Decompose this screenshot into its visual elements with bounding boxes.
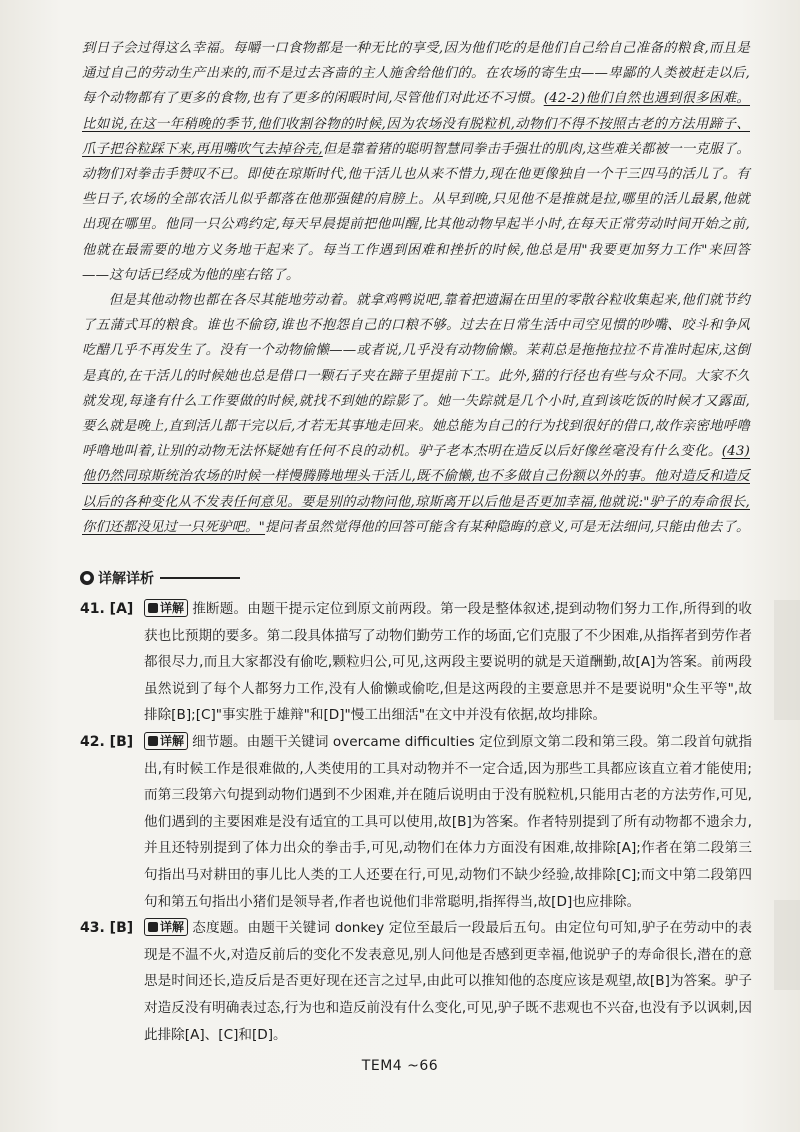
answer-explanations [80, 596, 752, 1048]
explain-tag-label: 详解 [160, 733, 185, 748]
explain-tag [144, 732, 188, 750]
divider [160, 577, 240, 579]
translation-text: 到日子会过得这么幸福。每嚼一口食物都是一种无比的享受,因为他们吃的是他们自己给自己准备的粮食,而且是通过自己的劳动生产出来的,而不是过去吝啬的主人施舍给他们的。在农场的寄生虫——卑鄙的人类被赶走以后,每个动物都有了更多的食物,也有了更多的闲暇时间,尽管他们对此还不习惯。 [82, 41, 750, 107]
answer-text: 推断题。由题干提示定位到原文前两段。第一段是整体叙述,提到动物们努力工作,所得到的收获也比预期的要多。第二段具体描写了动物们勤劳工作的场面,它们克服了不少困难,从指挥者到劳作者都很尽力,而且大家都没有偷吃,颗粒归公,可见,这两段主要说明的就是天道酬勤,故[A]为答案。前两段虽然说到了每个人都努力工作,没有人偷懒或偷吃,但是这两段的主要意思并不是要说明"众生平等",故排除[B];[C]"事实胜于雄辩"和[D]"慢工出细活"在文中并没有依据,故均排除。 [144, 601, 752, 724]
book-icon [148, 603, 158, 613]
explain-tag [144, 918, 188, 936]
answer-body [144, 596, 752, 729]
translation-paragraph [82, 36, 750, 288]
answer-number: 42. [B] [80, 733, 134, 750]
answer-body [144, 729, 752, 915]
page-footer: TEM4 ~66 [361, 1058, 439, 1074]
translation-text: 但是靠着猪的聪明智慧同拳击手强壮的肌肉,这些难关都被一一克服了。动物们对拳击手赞叹不已。即使在琼斯时代,他干活儿也从来不惜力,现在他更像独自一个干三四马的活儿了。有些日子,农场的全部农活儿似乎都落在他那强健的肩膀上。从早到晚,只见他不是推就是拉,哪里的活儿最累,他就出现在哪里。他同一只公鸡约定,每天早晨提前把他叫醒,比其他动物早起半小时,在每天正常劳动时间开始之前,他就在最需要的地方义务地干起来了。每当工作遇到困难和挫折的时候,他总是用"我要更加努力工作"来回答——这句话已经成为他的座右铭了。 [82, 141, 751, 283]
section-header [80, 568, 240, 588]
explain-tag [144, 599, 188, 617]
translation-text: 但是其他动物也都在各尽其能地劳动着。就拿鸡鸭说吧,靠着把遗漏在田里的零散谷粒收集起来,他们就节约了五蒲式耳的粮食。谁也不偷窃,谁也不抱怨自己的口粮不够。过去在日常生活中司空见惯的吵嘴、咬斗和争风吃醋几乎不再发生了。没有一个动物偷懒——或者说,几乎没有动物偷懒。茉莉总是拖拖拉拉不肯准时起床,这倒是真的,在干活儿的时候她也总是借口一颗石子夹在蹄子里提前下工。此外,猫的行径也有些与众不同。大家不久就发现,每逢有什么工作要做的时候,就找不到她的踪影了。她一失踪就是几个小时,直到该吃饭的时候才又露面,要么就是晚上,直到活儿都干完以后,才若无其事地走回来。她总能为自己的行为找到很好的借口,故作亲密地呼噜呼噜地叫着,让别的动物无法怀疑她有任何不良的动机。驴子老本杰明在造反以后好像丝毫没有什么变化。 [82, 293, 750, 460]
explain-tag-label: 详解 [160, 920, 185, 935]
page-edge-shadow [774, 600, 800, 720]
answer-text: 细节题。由题干关键词 overcame difficulties 定位到原文第二段和第三段。第二段首句就指出,有时候工作是很难做的,人类使用的工具对动物并不一定合适,因为那些工具都应该直立着才能使用;而第三段第六句提到动物们遇到不少困难,并在随后说明由于没有脱粒机,只能用古老的方法劳作,可见,他们遇到的主要困难是没有适宜的工具可以使用,故[B]为答案。作者特别提到了所有动物都不遗余力,并且还特别提到了体力出众的拳击手,可见,动物们在体力方面没有困难,故排除[A];作者在第二段第三句指出马对耕田的事儿比人类的工人还要在行,可见,动物们不缺少经验,故排除[C];而文中第二段第四句和第五句指出小猪们是领导者,作者也说他们非常聪明,指挥得当,故[D]也应排除。 [144, 733, 752, 910]
bullet-icon: ● [80, 571, 94, 585]
answer-text: 态度题。由题干关键词 donkey 定位至最后一段最后五句。由定位句可知,驴子在劳动中的表现是不温不火,对造反前后的变化不发表意见,别人问他是否感到更幸福,他说驴子的寿命很长,潜在的意思是时间还长,造反后是否更好现在还言之过早,由此可以推知他的态度应该是观望,故[B]为答案。驴子对造反没有明确表过态,行为也和造反前没有什么变化,可见,驴子既不悲观也不兴奋,也没有予以讽刺,因此排除[A]、[C]和[D]。 [144, 920, 752, 1043]
translation-text: 提问者虽然觉得他的回答可能含有某种隐晦的意义,可是无法细问,只能由他去了。 [265, 519, 750, 535]
translation-paragraph [82, 288, 750, 540]
underlined-key-sentence: (42-2)他们自然也遇到很多困难。比如说,在这一年稍晚的季节,他们收割谷物的时候,因为农场没有脱粒机,动物们不得不按照古老的方法用蹄子、爪子把谷粒踩下来,再用嘴吹气去掉谷壳, [82, 91, 750, 157]
translation-passage [82, 36, 750, 540]
answer-number: 43. [B] [80, 920, 134, 937]
answer-number: 41. [A] [80, 601, 134, 617]
explain-tag-label: 详解 [160, 601, 185, 615]
page-edge-shadow [774, 900, 800, 990]
answer-body [144, 915, 752, 1048]
section-title: 详解详析 [98, 571, 154, 587]
underlined-key-sentence: (43)他仍然同琼斯统治农场的时候一样慢腾腾地埋头干活儿,既不偷懒,也不多做自己份额以外的事。他对造反和造反以后的各种变化从不发表任何意见。要是别的动物问他,琼斯离开以后他是否更加幸福,他就说:"驴子的寿命很长,你们还都没见过一只死驴吧。" [82, 444, 750, 535]
answer-item [80, 915, 752, 1048]
answer-item [80, 596, 752, 729]
book-icon [148, 736, 158, 746]
book-icon [148, 922, 158, 932]
answer-item [80, 729, 752, 915]
